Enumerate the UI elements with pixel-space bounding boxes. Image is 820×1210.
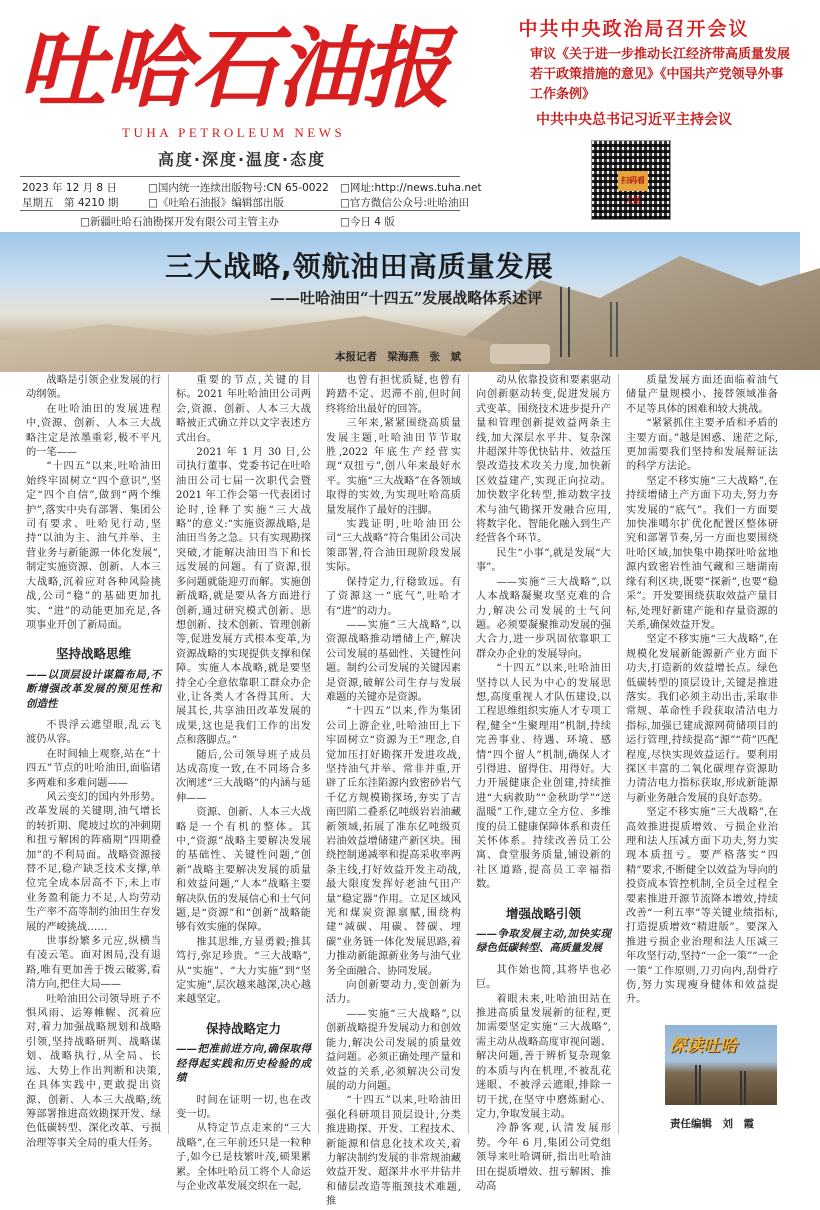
main-headline: 三大战略,领航油田高质量发展 xyxy=(165,250,554,283)
top-news-footer: 中共中央总书记习近平主持会议 xyxy=(536,112,732,128)
qr-code[interactable] xyxy=(591,140,671,220)
paragraph: 战略是引领企业发展的行动纲领。 xyxy=(26,375,161,401)
column-1 xyxy=(26,374,161,1149)
issue-date: 2023 年 12 月 8 日 xyxy=(22,182,117,194)
paragraph: 资源、创新、人本三大战略是一个有机的整体。其中,“资源”战略主要解决发展的基础性、关键性问题,“创新”战略主要解决发展的质量和效益问题,“人本”战略主要解决队伍的发展信心和士气问题,是“资源”和“创新”战略能够有效实施的保障。 xyxy=(176,807,311,934)
paragraph: 质量发展方面还面临着油气储量产量规模小、接替领域准备不足等具体的困难和较大挑战。 xyxy=(626,375,778,415)
paragraph: 坚定不移实施“三大战略”,在持续增储上产方面下功夫,努力夯实发展的“底气”。我们一方面要加快准噶尔扩优化配置区整体研究和部署节奏,另一方面也要围绕吐哈区域,加快集中勘探吐哈盆地源内致密岩性油气藏和三塘湖南缘有利区块,既要“探新”,也要“稳采”。开发要围绕获取效益产量目标,处理好新建产能和存量资源的关系,确保效益开发。 xyxy=(626,475,778,631)
column-divider xyxy=(618,374,619,1134)
responsible-editor: 责任编辑 刘 霞 xyxy=(670,1118,754,1130)
column-4 xyxy=(476,374,611,1192)
top-news-body: 审议《关于进一步推动长江经济带高质量发展若干政策措施的意见》《中国共产党领导外事工作条例》 xyxy=(530,47,791,102)
paragraph: ——实施“三大战略”,以资源战略推动增储上产,解决公司发展的基础性、关键性问题。制约公司发展的关键因素是资源,破解公司生存与发展难题的关键亦是资源。 xyxy=(326,619,461,703)
paragraph: 三年来,紧紧围绕高质量发展主题,吐哈油田节节取胜,2022 年底生产经营实现“双扭亏”,创八年来最好水平。实施“三大战略”在各领域取得的实效,为实现吐哈高质量发展作了最好的注脚。 xyxy=(326,418,461,516)
section-heading: 坚持战略思维 xyxy=(55,646,131,662)
oil-rig-icon xyxy=(695,1065,701,1105)
paragraph: 在吐哈油田的发展进程中,资源、创新、人本三大战略注定是浓墨重彩,极不平凡的一笔—— xyxy=(26,403,161,459)
column-divider xyxy=(168,374,169,1134)
paragraph: 着眼未来,吐哈油田站在推进高质量发展新的征程,更加需要坚定实施“三大战略”,需主动从战略高度审视问题、解决问题,善于辨析复杂现象的本质与内在机理,不被乱花迷眼、不被浮云遮眼,排除一切干扰,在坚守中磨炼耐心、定力,争取发展主动。 xyxy=(476,993,611,1120)
paragraph: 保持定力,行稳致远。有了资源这一“底气”,吐哈才有“进”的动力。 xyxy=(326,576,461,617)
article-body xyxy=(26,374,778,1208)
paragraph: 也曾有担忧质疑,也曾有跨踏不定、迟滞不前,但时间终将给出最好的回答。 xyxy=(326,375,461,415)
newspaper-logo-english: TUHA PETROLEUM NEWS xyxy=(122,125,346,140)
issue-number: 星期五 第 4210 期 xyxy=(22,197,119,209)
slogan: 高度·深度·温度·态度 xyxy=(157,150,327,169)
sub-headline: ——吐哈油田“十四五”发展战略体系述评 xyxy=(270,289,543,307)
paragraph: 民生“小事”,就是发展“大事”。 xyxy=(476,547,611,574)
section-lead: ——把准前进方向,确保取得经得起实践和历史检验的成绩 xyxy=(176,1043,311,1085)
paragraph: 吐哈油田公司领导班子不惧风雨、运筹帷幄、沉着应对,着力加强战略规划和战略引领,坚持战略研判、战略谋划、战略执行,从全局、长远、大势上作出判断和决策,在具体实践中,更敢提出资源、创新、人本三大战略,统筹部署推进高效勘探开发、绿色低碳转型、深化改革、亏损治理等事关全局的重大任务。 xyxy=(26,993,161,1149)
paragraph: 世事纷繁多元应,纵横当有凌云笔。面对困局,没有退路,唯有更加善于拨云破雾,看清方向,把住大局—— xyxy=(26,936,161,991)
paragraph: “十四五”以来,吐哈油田坚持以人民为中心的发展思想,高度重视人才队伍建设,以工程思维组织实施人才专项工程,健全“生聚理用”机制,持续完善事业、待遇、环境、感情“四个留人”机制,确保人才引得进、留得住、用得好。大力开展健康企业创建,持续推进“大病救助”“金秋助学”“送温暖”工作,建立全方位、多维度的员工健康保障体系和责任关怀体系。持续改善员工公寓、食堂服务质量,铺设新的社区道路,提高员工幸福指数。 xyxy=(476,663,611,891)
page-count: □今日 4 版 xyxy=(340,216,395,228)
wechat-account: □官方微信公众号:吐哈油田 xyxy=(340,197,469,209)
facility-image xyxy=(490,344,550,364)
paragraph: 不畏浮云遮望眼,乱云飞渡仍从容。 xyxy=(26,719,161,746)
paragraph: 实践证明,吐哈油田公司“三大战略”符合集团公司决策部署,符合油田现阶段发展实际。 xyxy=(326,519,461,574)
section-heading: 增强战略引领 xyxy=(505,905,581,921)
oil-rig-icon xyxy=(740,1071,746,1105)
paragraph: 2021 年 1 月 30 日,公司执行董事、党委书记在吐哈油田公司七届一次职代会暨 2021 年工作会第一代表团讨论时,诠释了实施“三大战略”的意义:“实施资源战略,是油田当务之急。只有实现勘探突破,才能解决油田当下和长远发展的问题。有了资源,很多问题就能迎刃而解。实施创新战略,就是要从各方面进行创新,通过研究模式创新、思想创新、技术创新、管理创新等,促进发展方式根本变革,为资源战略的实现提供支撑和保障。实施人本战略,就是要坚持全心全意依靠职工群众办企业,让各类人才各得其所、大展其长,共享油田改革发展的成果,这也是我们工作的出发点和落脚点。” xyxy=(176,447,311,747)
section-heading: 保持战略定力 xyxy=(205,1020,281,1036)
divider xyxy=(20,176,460,177)
byline: 本报记者 梁海燕 张 斌 xyxy=(335,351,461,363)
paragraph: 随后,公司领导班子成员达成高度一致,在不同场合多次阐述“三大战略”的内涵与延伸—— xyxy=(176,749,311,804)
qr-badge: 扫码看大图 xyxy=(618,171,648,191)
paragraph: “十四五”以来,吐哈油田强化科研项目顶层设计,分类推进勘探、开发、工程技术、新能源和信息化技术攻关,着力解决制约发展的非常规油藏效益开发、超深井水平井钻井和储层改造等瓶颈技术难题,推 xyxy=(326,1095,461,1208)
website: □网址:http://news.tuha.net xyxy=(340,182,482,194)
paragraph: 冷静客观,认清发展形势。今年 6 月,集团公司党组领导来吐哈调研,指出吐哈油田在提质增效、扭亏解困、推动高 xyxy=(476,1123,611,1192)
editor-dept: □《吐哈石油报》编辑部出版 xyxy=(148,197,284,209)
top-news xyxy=(478,14,790,129)
hero-banner xyxy=(0,232,800,368)
paragraph: 坚定不移实施“三大战略”,在高效推进提质增效、亏损企业治理和法人压减方面下功夫,努力实现本质扭亏。要严格落实“四精”要求,不断健全以效益为导向的投资成本管控机制,全员全过程全要素推进开源节流降本增效,持续改善“一利五率”等关键业绩指标,打造提质增效“精进版”。要深入推进亏损企业治理和法人压减三年攻坚行动,坚持“一企一策”“一企一策”工作原则,刀刃向内,刮骨疗伤,努力实现瘦身健体和效益提升。 xyxy=(626,807,778,1006)
paragraph: 时间在证明一切,也在改变一切。 xyxy=(176,1094,311,1120)
masthead xyxy=(0,0,800,232)
paragraph: 推其思维,方显勇毅;推其笃行,弥足珍贵。“三大战略”,从“实施”、“大力实施”到“坚定实施”,层次越来越深,决心越来越坚定。 xyxy=(176,936,311,1006)
sponsor: □新疆吐哈石油勘探开发有限公司主管主办 xyxy=(80,216,279,228)
top-news-title: 中共中央政治局召开会议 xyxy=(518,18,750,40)
paragraph: 动从依靠投资和要素驱动向创新驱动转变,促进发展方式变革。围绕技术进步提升产量和管理创新提效益两条主线,加大深层水平井、复杂深井超深井等优快钻井、效益压裂改造技术攻关力度,加快新区效益建产,实现正向拉动。加快数字化转型,推动数字技术与油气勘探开发融合应用,将数字化、智能化融入到生产经营各个环节。 xyxy=(476,375,611,545)
paragraph: ——实施“三大战略”,以创新战略提升发展动力和创效能力,解决公司发展的质量效益问题。必须正确处理产量和效益的关系,必须解决公司发展的动力问题。 xyxy=(326,1008,461,1092)
paragraph: 重要的节点,关键的目标。2021 年吐哈油田公司两会,资源、创新、人本三大战略被正式确立并以文字表述方式出台。 xyxy=(176,375,311,444)
column-divider xyxy=(318,374,319,1134)
column-3 xyxy=(326,374,461,1208)
oil-rig-icon xyxy=(610,302,618,357)
paragraph: “紧紧抓住主要矛盾和矛盾的主要方面。”越是困惑、迷茫之际,更加需要我们坚持和发展辩证法的科学方法论。 xyxy=(626,418,778,473)
column-divider xyxy=(468,374,469,1134)
feature-photo[interactable] xyxy=(665,1025,777,1105)
paragraph: 在时间轴上观察,站在“十四五”节点的吐哈油田,面临诸多两难和多难问题—— xyxy=(26,748,161,789)
paragraph: 坚定不移实施“三大战略”,在规模化发展新能源新产业方面下功夫,打造新的效益增长点。绿色低碳转型的顶层设计,关键是推进落实。我们必须主动出击,采取非常规、革命性手段获取清洁电力指标,加强已建成源网荷储项目的运行管理,持续提高“源”“荷”匹配程度,尽快实现效益运行。要利用探区丰富的二氧化碳埋存资源助力清洁电力指标获取,形成新能源与新业务融合发展的良好态势。 xyxy=(626,634,778,804)
paragraph: 其作始也简,其将毕也必巨。 xyxy=(476,964,611,991)
cn-number: □国内统一连续出版物号:CN 65-0022 xyxy=(148,182,329,194)
paragraph: ——实施“三大战略”,以人本战略凝聚攻坚克难的合力,解决公司发展的士气问题。必须要凝聚推动发展的强大合力,进一步巩固依靠职工群众办企业的发展导向。 xyxy=(476,576,611,660)
paragraph: 向创新要动力,变创新为活力。 xyxy=(326,980,461,1006)
column-5 xyxy=(626,374,778,1019)
paragraph: “十四五”以来,作为集团公司上游企业,吐哈油田上下牢固树立“资源为王”理念,自觉加压打好勘探开发进攻战,坚持油气并举、常非并重,开辟了丘东洼陷源内致密砂岩气千亿方规模勘探场,夯实了吉南凹陷二叠系亿吨级岩岩油藏新领域,拓展了准东亿吨级页岩油效益增储建产新区块。围绕控制递减率和提高采收率两条主线,打好效益开发主动战,最大限度发挥好老油气田产量“稳定器”作用。立足区域风光和煤炭资源禀赋,围绕构建“减碳、用碳、替碳、埋碳”业务链一体化发展思路,着力推动新能源新业务与油气业务全面融合、协同发展。 xyxy=(326,706,461,977)
section-lead: ——以顶层设计谋篇布局,不断增强改革发展的预见性和创造性 xyxy=(26,668,161,710)
paragraph: 从特定节点走来的“三大战略”,在三年前还只是一粒种子,如今已是枝繁叶茂,硕果累累。全体吐哈员工将个人命运与企业改革发展交织在一起, xyxy=(176,1123,311,1192)
divider xyxy=(20,210,460,211)
feature-photo-title: 深读吐哈 xyxy=(669,1036,737,1056)
column-2 xyxy=(176,374,311,1192)
paragraph: 风云变幻的国内外形势。改革发展的关键期,油气增长的转折期、爬坡过坎的冲刺期和扭亏解困的阵痛期“四期叠加”的不利局面。战略资源接替不足,稳产缺乏技术支撑,单位完全成本居高不下,未上市业务盈利能力不足,人均劳动生产率不高等制约油田生存发展的严峻挑战…… xyxy=(26,791,161,933)
paragraph: “十四五”以来,吐哈油田始终牢固树立“四个意识”,坚定“四个自信”,做到“两个维护”,落实中央有部署、集团公司有要求、吐哈见行动,坚持“以油为主、油气并举、主营业务与新能源一体化发展”,制定实施资源、创新、人本三大战略,沉着应对各种风险挑战,公司“稳”的基础更加扎实、“进”的动能更加充足,各项事业开创了新局面。 xyxy=(26,461,161,631)
newspaper-logo: 吐哈石油报 xyxy=(18,16,449,120)
section-lead: ——争取发展主动,加快实现绿色低碳转型、高质量发展 xyxy=(476,928,611,955)
